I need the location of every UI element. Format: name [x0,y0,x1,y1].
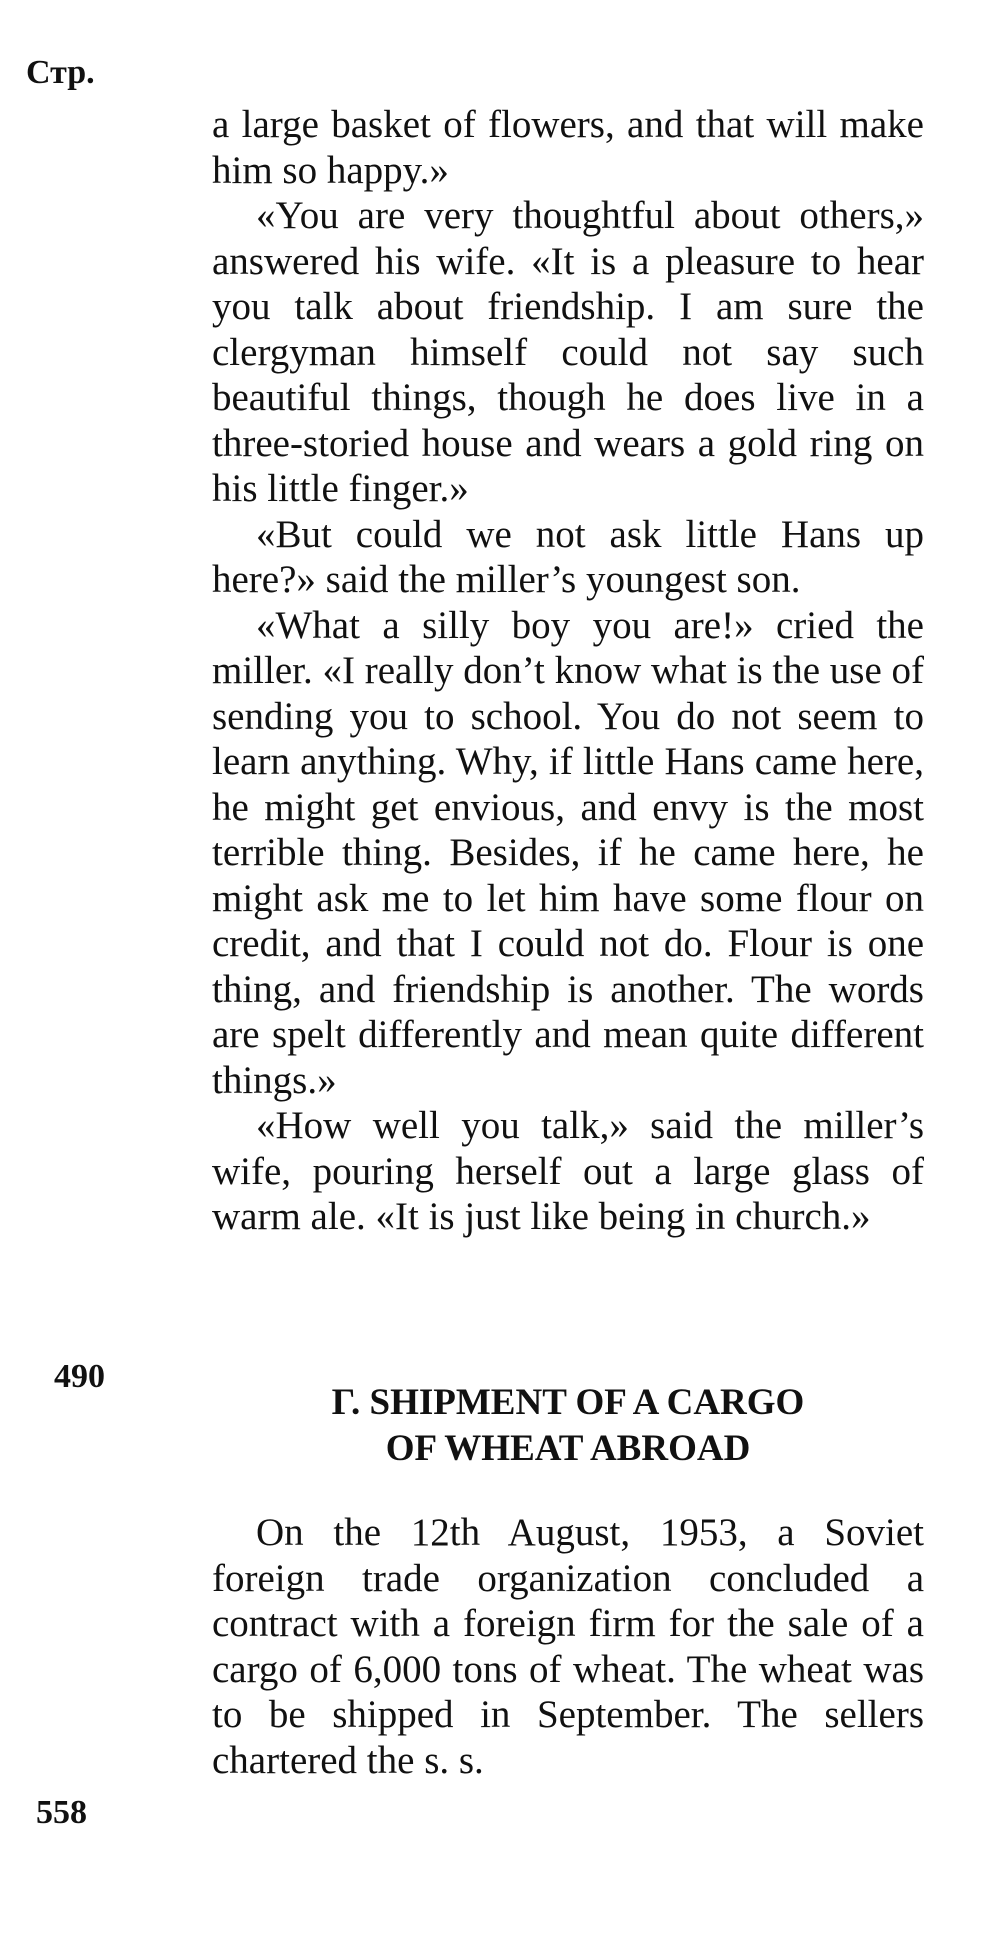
section-body [212,1510,924,1783]
section-heading-line: Г. SHIPMENT OF A CARGO [331,1382,805,1423]
section-paragraph: On the 12th August, 1953, a Soviet foreign trade organization concluded a contract with a foreign firm for the sale of a cargo of 6,000 tons of wheat. The wheat was to be shipped in September. The sellers chartered the s. s. [212,1511,924,1782]
page-number: 558 [36,1794,87,1831]
story-paragraph: «You are very thoughtful about others,» answered his wife. «It is a pleasure to hear you talk about friendship. I am sure the clergyman himself could not say such beautiful things, though he does live in a three-storied house and wears a gold ring on his little finger.» [212,194,924,510]
section-heading-line: OF WHEAT ABROAD [385,1428,751,1469]
story-paragraph: «But could we not ask little Hans up here?» said the miller’s youngest son. [212,512,924,601]
story-paragraph: «How well you talk,» said the miller’s wife, pouring herself out a large glass of warm ale. «It is just like being in church.» [212,1104,924,1238]
page-reference-number: 490 [54,1358,105,1395]
column-label: Стр. [26,54,95,91]
story-text [212,102,924,1240]
section-heading [212,1380,924,1472]
story-paragraph: a large basket of flowers, and that will make him so happy.» [212,103,924,192]
story-paragraph: «What a silly boy you are!» cried the miller. «I really don’t know what is the use of sending you to school. You do not seem to learn anything. Why, if little Hans came here, he might get envious, and envy is the most terrible thing. Besides, if he came here, he might ask me to let him have some flour on credit, and that I could not do. Flour is one thing, and friendship is another. The words are spelt differently and mean quite different things.» [212,603,924,1102]
